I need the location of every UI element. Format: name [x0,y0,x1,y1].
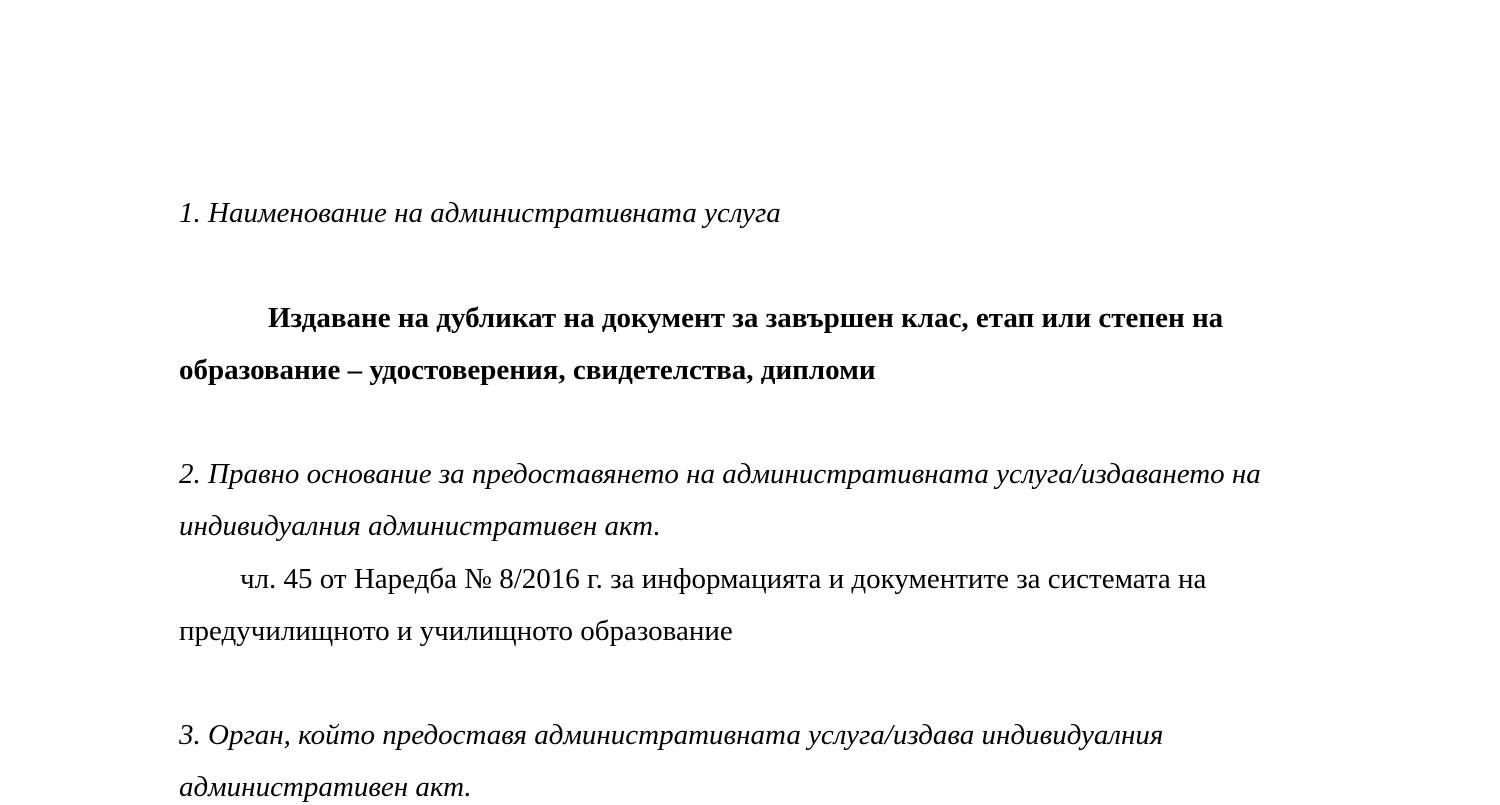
section-2-heading-line-2: индивидуалния административен акт. [179,510,661,542]
service-name-line-1: Издаване на дубликат на документ за завършен клас, етап или степен на [268,302,1224,334]
section-3-heading-line-2: административен акт. [179,771,472,803]
service-name-line-2: образование – удостоверения, свидетелства, дипломи [179,354,876,386]
legal-basis-line-1: чл. 45 от Наредба № 8/2016 г. за информацията и документите за системата на [240,563,1207,595]
section-3-heading-line-1: 3. Орган, който предоставя административната услуга/издава индивидуалния [179,719,1164,751]
section-1-heading: 1. Наименование на административната услуга [179,197,781,229]
section-2-heading-line-1: 2. Правно основание за предоставянето на административната услуга/издаването на [179,458,1261,490]
legal-basis-line-2: предучилищното и училищното образование [179,615,733,647]
